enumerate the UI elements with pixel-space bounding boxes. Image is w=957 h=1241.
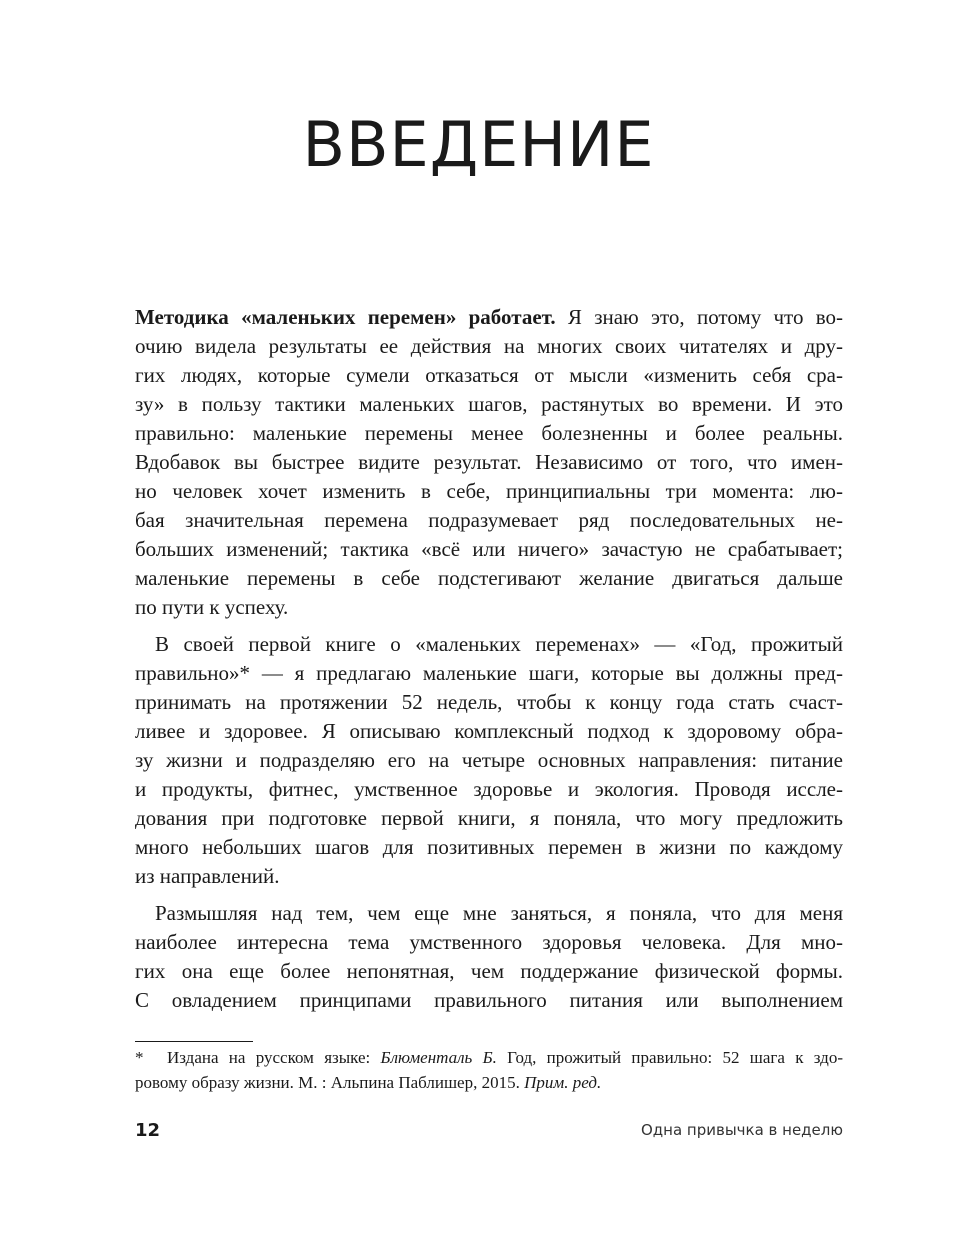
body-line: гих людях, которые сумели отказаться от мысли «изменить себя сра- [135,363,843,387]
editor-note: Прим. ред. [524,1073,602,1092]
body-line: и продукты, фитнес, умственное здоровье и экология. Проводя иссле- [135,777,843,801]
body-line: много небольших шагов для позитивных перемен в жизни по каждому [135,835,843,859]
body-line: больших изменений; тактика «всё или ничего» зачастую не срабатывает; [135,537,843,561]
body-line: С овладением принципами правильного питания или выполнением [135,988,843,1012]
body-line: правильно: маленькие перемены менее болезненны и более реальны. [135,421,843,445]
footnote-rule [135,1041,253,1042]
body-line: но человек хочет изменить в себе, принципиальны три момента: лю- [135,479,843,503]
body-line: бая значительная перемена подразумевает ряд последовательных не- [135,508,843,532]
footnote-mark: * [135,1048,144,1067]
body-line: Размышляя над тем, чем еще мне заняться, я поняла, что для меня [155,901,843,925]
body-line: очию видела результаты ее действия на многих своих читателях и дру- [135,334,843,358]
footnote-line: * Издана на русском языке: Блюменталь Б. Год, прожитый правильно: 52 шага к здо- [135,1046,843,1070]
body-line: из направлений. [135,864,280,888]
page-number: 12 [135,1120,161,1141]
body-line: маленькие перемены в себе подстегивают желание двигаться дальше [135,566,843,590]
footnote-author: Блюменталь Б. [380,1048,497,1067]
lead-bold: Методика «маленьких перемен» работает. [135,305,556,329]
body-line: правильно»* — я предлагаю маленькие шаги, которые вы должны пред- [135,661,843,685]
body-line: наиболее интересна тема умственного здоровья человека. Для мно- [135,930,843,954]
body-line: В своей первой книге о «маленьких переменах» — «Год, прожитый [155,632,843,656]
body-line: зу жизни и подразделяю его на четыре основных направления: питание [135,748,843,772]
body-line: гих она еще более непонятная, чем поддержание физической формы. [135,959,843,983]
body-line: зу» в пользу тактики маленьких шагов, растянутых во времени. И это [135,392,843,416]
body-line: Вдобавок вы быстрее видите результат. Независимо от того, что имен- [135,450,843,474]
body-line: ливее и здоровее. Я описываю комплексный подход к здоровому обра- [135,719,843,743]
chapter-title: ВВЕДЕНИЕ [302,108,655,181]
body-line: дования при подготовке первой книги, я поняла, что могу предложить [135,806,843,830]
footnote-line: ровому образу жизни. М. : Альпина Паблишер, 2015. Прим. ред. [135,1073,602,1092]
running-title: Одна привычка в неделю [640,1121,843,1139]
body-line: Методика «маленьких перемен» работает. Я знаю это, потому что во- [135,305,843,329]
body-line: по пути к успеху. [135,595,289,619]
body-line: принимать на протяжении 52 недель, чтобы к концу года стать счаст- [135,690,843,714]
